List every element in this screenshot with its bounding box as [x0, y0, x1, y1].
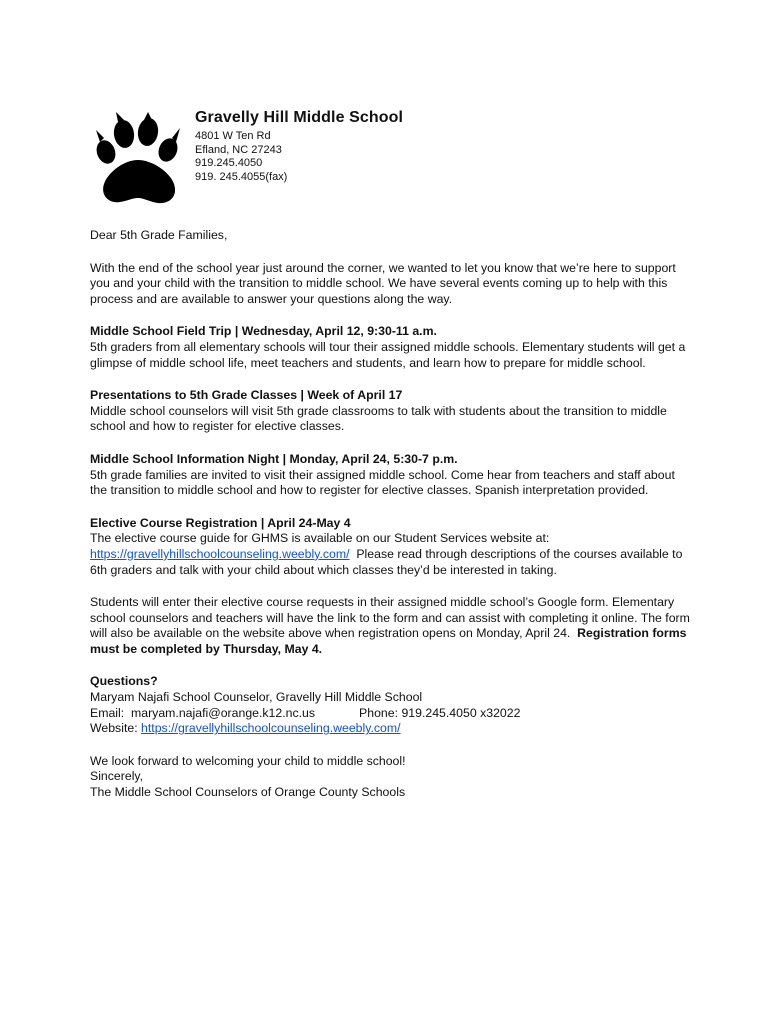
event-text: 5th graders from all elementary schools will tour their assigned middle schools. Elementary students will get a glimpse of middle school life, meet teachers and students, and learn how to prepare for middle school. [90, 339, 686, 370]
salutation: Dear 5th Grade Families, [90, 228, 228, 242]
sign-off: Sincerely, [90, 769, 144, 784]
event-text: Middle school counselors will visit 5th grade classrooms to talk with students about the transition to middle school and how to register for elective classes. [90, 403, 667, 434]
signature: The Middle School Counselors of Orange County Schools [90, 785, 406, 800]
address-line-2: Efland, NC 27243 [195, 143, 282, 156]
event-heading: Middle School Information Night | Monday, April 24, 5:30-7 p.m. [90, 451, 458, 466]
contact-phone: Phone: 919.245.4050 x32022 [359, 705, 521, 720]
contact-line [90, 706, 690, 722]
event-text [90, 531, 690, 578]
closing-line: We look forward to welcoming your child to middle school! [90, 753, 406, 768]
event-text-after-link: Please read through descriptions of the courses available to 6th graders and talk with your child about which classes they’d be interested in taking. [90, 546, 686, 577]
school-name: Gravelly Hill Middle School [195, 109, 404, 126]
event-registration [90, 516, 690, 578]
event-text-before-link: The elective course guide for GHMS is available on our Student Services website at: [90, 531, 550, 546]
event-text: 5th grade families are invited to visit their assigned middle school. Come hear from teachers and staff about the transition to middle school and how to register for elective classes. Spanish interpretation provided. [90, 467, 675, 498]
address-line-1: 4801 W Ten Rd [195, 130, 271, 142]
event-heading: Elective Course Registration | April 24-May 4 [90, 515, 351, 530]
counseling-website-link[interactable]: https://gravellyhillschoolcounseling.weebly.com/ [141, 721, 401, 736]
registration-deadline: Registration forms must be completed by Thursday, May 4. [90, 626, 687, 656]
letterhead [195, 109, 403, 184]
questions-heading: Questions? [90, 674, 158, 689]
website-line [90, 721, 690, 737]
intro-paragraph: With the end of the school year just around the corner, we wanted to let you know that we’re here to support you and your child with the transition to middle school. We have several events coming up to help with this process and are available to answer your questions along the way. [90, 260, 676, 306]
contact-email: Email: maryam.najafi@orange.k12.nc.us [90, 705, 316, 720]
website-label: Website: [90, 721, 142, 736]
registration-text: Students will enter their elective course requests in their assigned middle school’s Google form. Elementary school counselors and teachers will have the link to the form and can assist with completing it online. The form will also be available on the website above when registration opens on Monday, April 24. [90, 595, 694, 641]
registration-paragraph [90, 595, 694, 657]
paw-print-icon [94, 112, 182, 208]
contact-name: Maryam Najafi School Counselor, Gravelly Hill Middle School [90, 690, 423, 705]
event-field-trip [90, 324, 690, 371]
event-heading: Presentations to 5th Grade Classes | Week of April 17 [90, 388, 403, 403]
phone-number: 919.245.4050 [195, 157, 263, 169]
letter-body [90, 228, 694, 801]
student-services-link[interactable]: https://gravellyhillschoolcounseling.weebly.com/ [90, 546, 350, 561]
event-presentations [90, 388, 690, 435]
event-heading: Middle School Field Trip | Wednesday, April 12, 9:30-11 a.m. [90, 324, 437, 339]
event-info-night [90, 452, 690, 499]
fax-number: 919. 245.4055(fax) [195, 170, 288, 183]
